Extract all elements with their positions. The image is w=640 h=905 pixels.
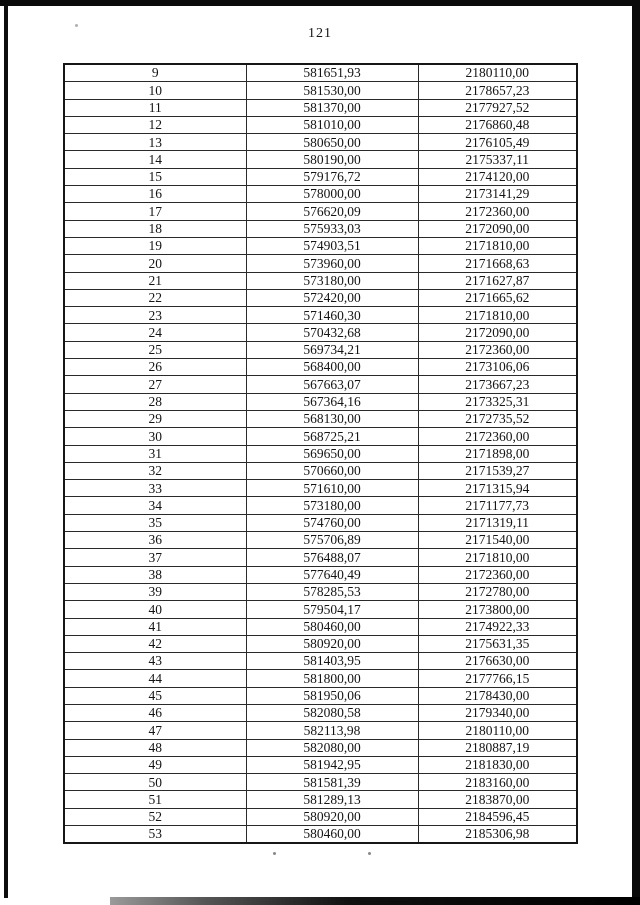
cell-point-number: 45 [64, 687, 246, 704]
cell-point-number: 47 [64, 722, 246, 739]
cell-y-coordinate: 2185306,98 [418, 826, 577, 844]
table-row [64, 514, 577, 531]
cell-x-coordinate: 575706,89 [246, 532, 418, 549]
cell-y-coordinate: 2180110,00 [418, 64, 577, 82]
table-row [64, 393, 577, 410]
table-row [64, 289, 577, 306]
cell-point-number: 24 [64, 324, 246, 341]
cell-x-coordinate: 578285,53 [246, 583, 418, 600]
scan-speck [368, 852, 371, 855]
cell-y-coordinate: 2184596,45 [418, 808, 577, 825]
table-row [64, 635, 577, 652]
cell-x-coordinate: 573180,00 [246, 272, 418, 289]
cell-x-coordinate: 571460,30 [246, 307, 418, 324]
table-row [64, 739, 577, 756]
table-row [64, 64, 577, 82]
table-row [64, 549, 577, 566]
cell-point-number: 31 [64, 445, 246, 462]
cell-point-number: 35 [64, 514, 246, 531]
cell-point-number: 22 [64, 289, 246, 306]
cell-point-number: 50 [64, 774, 246, 791]
cell-x-coordinate: 576488,07 [246, 549, 418, 566]
cell-point-number: 41 [64, 618, 246, 635]
cell-y-coordinate: 2176860,48 [418, 116, 577, 133]
table-row [64, 307, 577, 324]
cell-y-coordinate: 2171810,00 [418, 549, 577, 566]
cell-point-number: 53 [64, 826, 246, 844]
cell-x-coordinate: 582113,98 [246, 722, 418, 739]
cell-point-number: 11 [64, 99, 246, 116]
table-row [64, 255, 577, 272]
cell-point-number: 52 [64, 808, 246, 825]
table-row [64, 376, 577, 393]
cell-point-number: 40 [64, 601, 246, 618]
cell-x-coordinate: 573180,00 [246, 497, 418, 514]
cell-x-coordinate: 580920,00 [246, 808, 418, 825]
cell-point-number: 37 [64, 549, 246, 566]
cell-y-coordinate: 2172360,00 [418, 428, 577, 445]
cell-x-coordinate: 574903,51 [246, 237, 418, 254]
table-row [64, 532, 577, 549]
cell-point-number: 10 [64, 82, 246, 99]
scan-border-top [0, 0, 640, 6]
cell-y-coordinate: 2173325,31 [418, 393, 577, 410]
cell-point-number: 38 [64, 566, 246, 583]
cell-point-number: 46 [64, 704, 246, 721]
cell-y-coordinate: 2172780,00 [418, 583, 577, 600]
cell-x-coordinate: 568130,00 [246, 410, 418, 427]
scan-border-right [632, 0, 640, 905]
cell-y-coordinate: 2179340,00 [418, 704, 577, 721]
cell-y-coordinate: 2172090,00 [418, 220, 577, 237]
cell-point-number: 29 [64, 410, 246, 427]
table-row [64, 168, 577, 185]
cell-point-number: 25 [64, 341, 246, 358]
cell-point-number: 20 [64, 255, 246, 272]
cell-y-coordinate: 2174120,00 [418, 168, 577, 185]
cell-point-number: 23 [64, 307, 246, 324]
cell-x-coordinate: 580650,00 [246, 134, 418, 151]
table-row [64, 497, 577, 514]
cell-x-coordinate: 581950,06 [246, 687, 418, 704]
cell-x-coordinate: 580920,00 [246, 635, 418, 652]
cell-y-coordinate: 2171540,00 [418, 532, 577, 549]
scan-speck [273, 852, 276, 855]
cell-x-coordinate: 581370,00 [246, 99, 418, 116]
cell-point-number: 12 [64, 116, 246, 133]
table-row [64, 82, 577, 99]
cell-y-coordinate: 2176630,00 [418, 653, 577, 670]
cell-point-number: 9 [64, 64, 246, 82]
cell-y-coordinate: 2180110,00 [418, 722, 577, 739]
cell-y-coordinate: 2171668,63 [418, 255, 577, 272]
cell-point-number: 13 [64, 134, 246, 151]
table-row [64, 791, 577, 808]
cell-y-coordinate: 2171810,00 [418, 307, 577, 324]
cell-y-coordinate: 2171539,27 [418, 462, 577, 479]
cell-x-coordinate: 567663,07 [246, 376, 418, 393]
cell-x-coordinate: 581800,00 [246, 670, 418, 687]
cell-y-coordinate: 2172360,00 [418, 203, 577, 220]
table-row [64, 618, 577, 635]
cell-point-number: 17 [64, 203, 246, 220]
table-row [64, 186, 577, 203]
scan-border-left [4, 5, 8, 898]
cell-x-coordinate: 567364,16 [246, 393, 418, 410]
cell-x-coordinate: 569734,21 [246, 341, 418, 358]
table-row [64, 220, 577, 237]
cell-x-coordinate: 568400,00 [246, 359, 418, 376]
cell-y-coordinate: 2180887,19 [418, 739, 577, 756]
cell-y-coordinate: 2177766,15 [418, 670, 577, 687]
scan-border-bottom [110, 897, 640, 905]
cell-y-coordinate: 2171898,00 [418, 445, 577, 462]
table-row [64, 272, 577, 289]
table-row [64, 428, 577, 445]
cell-x-coordinate: 579504,17 [246, 601, 418, 618]
cell-point-number: 42 [64, 635, 246, 652]
cell-x-coordinate: 572420,00 [246, 289, 418, 306]
cell-y-coordinate: 2175337,11 [418, 151, 577, 168]
table-row [64, 462, 577, 479]
cell-point-number: 51 [64, 791, 246, 808]
cell-x-coordinate: 581581,39 [246, 774, 418, 791]
table-row [64, 670, 577, 687]
cell-x-coordinate: 582080,58 [246, 704, 418, 721]
cell-y-coordinate: 2183870,00 [418, 791, 577, 808]
cell-y-coordinate: 2171315,94 [418, 480, 577, 497]
cell-x-coordinate: 570432,68 [246, 324, 418, 341]
cell-point-number: 27 [64, 376, 246, 393]
table-row [64, 583, 577, 600]
cell-x-coordinate: 574760,00 [246, 514, 418, 531]
page-number: 121 [308, 26, 332, 41]
table-row [64, 445, 577, 462]
cell-x-coordinate: 581010,00 [246, 116, 418, 133]
cell-y-coordinate: 2173667,23 [418, 376, 577, 393]
coordinate-table [63, 63, 578, 844]
cell-x-coordinate: 573960,00 [246, 255, 418, 272]
cell-x-coordinate: 581942,95 [246, 756, 418, 773]
cell-y-coordinate: 2171319,11 [418, 514, 577, 531]
cell-x-coordinate: 577640,49 [246, 566, 418, 583]
cell-y-coordinate: 2178430,00 [418, 687, 577, 704]
cell-point-number: 43 [64, 653, 246, 670]
cell-x-coordinate: 578000,00 [246, 186, 418, 203]
table-row [64, 704, 577, 721]
table-row [64, 134, 577, 151]
table-row [64, 410, 577, 427]
cell-point-number: 26 [64, 359, 246, 376]
cell-x-coordinate: 568725,21 [246, 428, 418, 445]
cell-point-number: 21 [64, 272, 246, 289]
cell-y-coordinate: 2172360,00 [418, 341, 577, 358]
cell-y-coordinate: 2176105,49 [418, 134, 577, 151]
coordinate-table-body [64, 64, 577, 843]
cell-point-number: 28 [64, 393, 246, 410]
cell-x-coordinate: 571610,00 [246, 480, 418, 497]
table-row [64, 359, 577, 376]
table-row [64, 653, 577, 670]
cell-y-coordinate: 2175631,35 [418, 635, 577, 652]
cell-x-coordinate: 581289,13 [246, 791, 418, 808]
cell-x-coordinate: 570660,00 [246, 462, 418, 479]
cell-point-number: 34 [64, 497, 246, 514]
cell-point-number: 49 [64, 756, 246, 773]
table-row [64, 566, 577, 583]
cell-point-number: 16 [64, 186, 246, 203]
cell-x-coordinate: 580460,00 [246, 826, 418, 844]
table-row [64, 687, 577, 704]
cell-point-number: 32 [64, 462, 246, 479]
cell-point-number: 15 [64, 168, 246, 185]
cell-y-coordinate: 2173800,00 [418, 601, 577, 618]
cell-y-coordinate: 2173106,06 [418, 359, 577, 376]
table-row [64, 826, 577, 844]
cell-y-coordinate: 2183160,00 [418, 774, 577, 791]
cell-x-coordinate: 575933,03 [246, 220, 418, 237]
cell-y-coordinate: 2172735,52 [418, 410, 577, 427]
cell-x-coordinate: 581530,00 [246, 82, 418, 99]
cell-y-coordinate: 2173141,29 [418, 186, 577, 203]
table-row [64, 99, 577, 116]
cell-y-coordinate: 2177927,52 [418, 99, 577, 116]
cell-point-number: 36 [64, 532, 246, 549]
table-row [64, 601, 577, 618]
table-row [64, 203, 577, 220]
table-row [64, 237, 577, 254]
table-row [64, 774, 577, 791]
cell-x-coordinate: 582080,00 [246, 739, 418, 756]
cell-point-number: 30 [64, 428, 246, 445]
cell-x-coordinate: 580190,00 [246, 151, 418, 168]
cell-point-number: 48 [64, 739, 246, 756]
cell-y-coordinate: 2172090,00 [418, 324, 577, 341]
table-row [64, 756, 577, 773]
table-row [64, 808, 577, 825]
cell-point-number: 39 [64, 583, 246, 600]
cell-y-coordinate: 2171665,62 [418, 289, 577, 306]
cell-y-coordinate: 2181830,00 [418, 756, 577, 773]
cell-point-number: 44 [64, 670, 246, 687]
cell-point-number: 18 [64, 220, 246, 237]
cell-x-coordinate: 569650,00 [246, 445, 418, 462]
cell-y-coordinate: 2174922,33 [418, 618, 577, 635]
cell-x-coordinate: 580460,00 [246, 618, 418, 635]
cell-y-coordinate: 2171810,00 [418, 237, 577, 254]
table-row [64, 324, 577, 341]
cell-y-coordinate: 2171177,73 [418, 497, 577, 514]
table-row [64, 341, 577, 358]
cell-point-number: 33 [64, 480, 246, 497]
cell-y-coordinate: 2171627,87 [418, 272, 577, 289]
table-row [64, 116, 577, 133]
table-row [64, 480, 577, 497]
cell-x-coordinate: 581651,93 [246, 64, 418, 82]
cell-x-coordinate: 579176,72 [246, 168, 418, 185]
cell-y-coordinate: 2172360,00 [418, 566, 577, 583]
cell-point-number: 14 [64, 151, 246, 168]
cell-point-number: 19 [64, 237, 246, 254]
cell-x-coordinate: 576620,09 [246, 203, 418, 220]
cell-x-coordinate: 581403,95 [246, 653, 418, 670]
table-row [64, 722, 577, 739]
table-row [64, 151, 577, 168]
cell-y-coordinate: 2178657,23 [418, 82, 577, 99]
